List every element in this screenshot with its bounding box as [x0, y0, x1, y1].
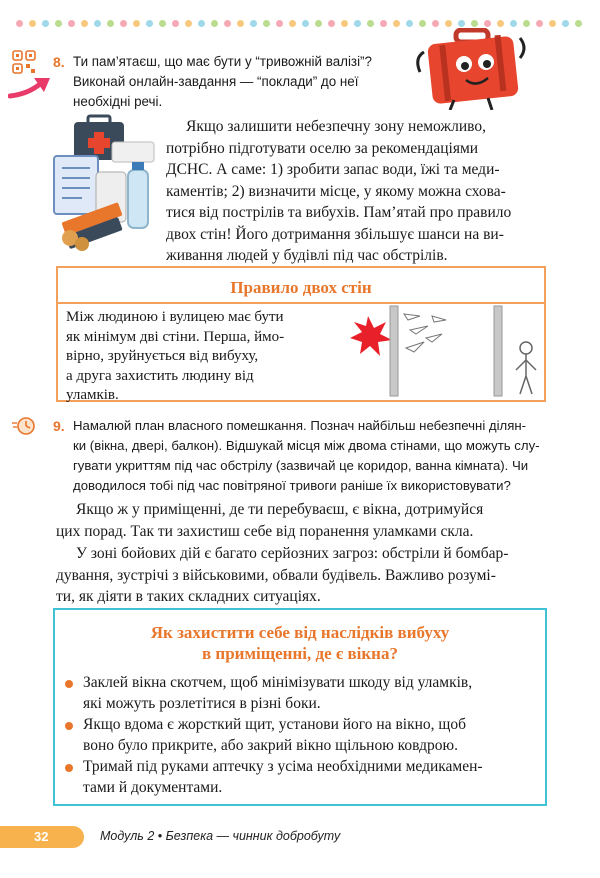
tip-item	[83, 672, 531, 714]
decorative-dot	[302, 20, 309, 27]
decorative-dot	[146, 20, 153, 27]
intro-line: ДСНС. А саме: 1) зробити запас води, їжі та меди-	[166, 161, 500, 178]
bullet-icon	[65, 764, 73, 772]
tips-title	[55, 622, 545, 664]
decorative-dot	[185, 20, 192, 27]
body-line: У зоні бойових дій є багато серйозних загроз: обстріли й бомбар-	[76, 545, 509, 562]
task-8-text	[73, 52, 413, 112]
clock-icon	[12, 416, 36, 436]
decorative-dot	[354, 20, 361, 27]
task-8-line: необхідні речі.	[73, 94, 163, 109]
decorative-dot	[523, 20, 530, 27]
decorative-dot	[120, 20, 127, 27]
tip-line: Заклей вікна скотчем, щоб мінімізувати шкоду від уламків,	[83, 674, 473, 691]
decorative-dot	[198, 20, 205, 27]
intro-line: двох стін! Його дотримання збільшує шанси на ви-	[166, 225, 504, 243]
decorative-dot	[497, 20, 504, 27]
bullet-icon	[65, 680, 73, 688]
decorative-dot	[471, 20, 478, 27]
decorative-dot	[159, 20, 166, 27]
decorative-dot	[549, 20, 556, 27]
decorative-dot	[419, 20, 426, 27]
decorative-dot	[445, 20, 452, 27]
tip-line: тами й документами.	[83, 779, 223, 796]
decorative-dot	[315, 20, 322, 27]
decorative-dot	[341, 20, 348, 27]
task-8-line: Ти пам’ятаєш, що має бути у “тривожній валізі”?	[73, 54, 372, 69]
task-9-line: ки (вікна, двері, балкон). Відшукай місця між двома стінами, що можуть слу-	[73, 438, 540, 453]
emergency-supplies-illustration	[52, 112, 164, 252]
decorative-dot	[393, 20, 400, 27]
decorative-dot	[81, 20, 88, 27]
decorative-dot	[458, 20, 465, 27]
tip-line: Тримай під руками аптечку з усіма необхідними медикамен-	[83, 758, 483, 775]
rule-title: Правило двох стін	[230, 278, 372, 297]
tips-title-line: Як захистити себе від наслідків вибуху	[150, 623, 450, 642]
decorative-dot	[107, 20, 114, 27]
rule-line-text: уламків.	[66, 387, 119, 403]
task-9-text	[73, 416, 568, 496]
decorative-dot	[276, 20, 283, 27]
task-8-number: 8.	[53, 54, 65, 70]
decorative-dot	[250, 20, 257, 27]
body-paragraph-1	[56, 499, 546, 542]
body-line: Якщо ж у приміщенні, де ти перебуваєш, є вікна, дотримуйся	[76, 501, 484, 518]
running-title: Модуль 2 • Безпека — чинник добробуту	[100, 829, 341, 843]
intro-line: тися від пострілів та вибухів. Пам’ятай про правило	[166, 204, 512, 221]
tip-line: Якщо вдома є жорсткий щит, установи його на вікно, щоб	[83, 716, 466, 733]
decorative-dot	[367, 20, 374, 27]
decorative-dot	[16, 20, 23, 27]
decorative-dot	[29, 20, 36, 27]
rule-line-text: Між людиною і вулицею має бути	[66, 309, 284, 325]
decorative-dot	[68, 20, 75, 27]
decorative-dot	[510, 20, 517, 27]
top-decorative-dots	[16, 20, 586, 28]
intro-line: живання людей у будівлі під час обстрілів.	[166, 247, 448, 264]
decorative-dot	[133, 20, 140, 27]
decorative-dot	[55, 20, 62, 27]
body-line: дування, зустрічі з військовими, обвали будівель. Важливо розумі-	[56, 566, 496, 584]
suitcase-mascot-illustration	[416, 28, 526, 110]
rule-line-text: а друга захистить людину від	[66, 367, 254, 384]
tip-item	[83, 714, 531, 756]
decorative-dot	[328, 20, 335, 27]
decorative-dot	[575, 20, 582, 27]
body-paragraph-2	[56, 543, 546, 608]
tip-line: воно було прикрите, або закрий вікно щільною ковдрою.	[83, 737, 458, 754]
decorative-dot	[172, 20, 179, 27]
decorative-dot	[406, 20, 413, 27]
decorative-dot	[263, 20, 270, 27]
decorative-dot	[289, 20, 296, 27]
decorative-dot	[94, 20, 101, 27]
decorative-dot	[562, 20, 569, 27]
rule-line-text: вірно, зруйнується від вибуху,	[66, 348, 259, 364]
decorative-dot	[432, 20, 439, 27]
rule-line-text: як мінімум дві стіни. Перша, ймо-	[66, 328, 285, 345]
body-line: цих порад. Так ти захистиш себе від поранення уламками скла.	[56, 522, 474, 540]
task-9-line: доводилося тобі під час повітряної тривоги раніше їх використовувати?	[73, 478, 511, 493]
intro-line: Якщо залишити небезпечну зону неможливо,	[186, 118, 486, 135]
decorative-dot	[536, 20, 543, 27]
two-walls-rule-box	[56, 266, 546, 402]
task-9-number: 9.	[53, 418, 65, 434]
task-9-line: Намалюй план власного помешкання. Познач найбільш небезпечні ділян-	[73, 418, 527, 433]
decorative-dot	[484, 20, 491, 27]
pointer-arrow-icon	[8, 76, 52, 100]
tip-item	[83, 756, 531, 798]
decorative-dot	[42, 20, 49, 27]
intro-line: потрібно підготувати оселю за рекомендаціями	[166, 139, 479, 157]
qr-code-icon[interactable]	[12, 50, 36, 74]
intro-line: каментів; 2) визначити місце, у якому можна схова-	[166, 182, 506, 200]
body-line: ти, як діяти в таких складних ситуаціях.	[56, 588, 321, 605]
decorative-dot	[224, 20, 231, 27]
tips-title-line: в приміщенні, де є вікна?	[202, 644, 398, 663]
bullet-icon	[65, 722, 73, 730]
task-8-line: Виконай онлайн-завдання — “поклади” до неї	[73, 74, 359, 89]
intro-paragraph	[166, 116, 546, 267]
explosion-safety-tips-box	[53, 608, 547, 806]
rule-text	[66, 308, 328, 406]
tip-line: які можуть розлетітися в різні боки.	[83, 695, 321, 712]
decorative-dot	[380, 20, 387, 27]
decorative-dot	[237, 20, 244, 27]
two-walls-diagram	[348, 304, 544, 398]
decorative-dot	[211, 20, 218, 27]
task-9-line: гувати укриттям під час обстрілу (зазвичай це коридор, ванна кімната). Чи	[73, 458, 529, 473]
page-number: 32	[34, 829, 49, 844]
